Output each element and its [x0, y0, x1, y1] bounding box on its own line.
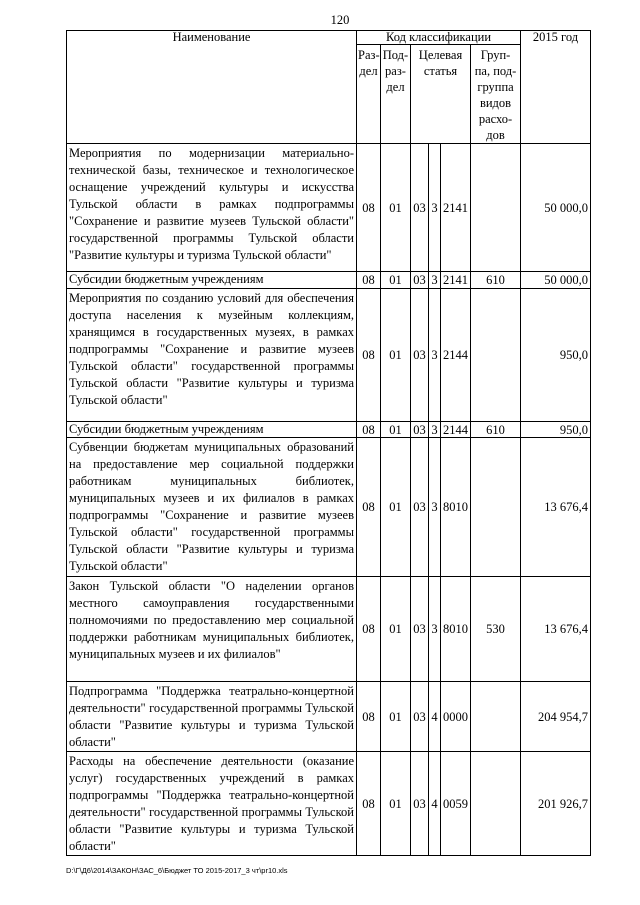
page-number: 120: [330, 13, 350, 27]
row-group: 610: [471, 422, 521, 438]
row-cs-subprogram: 3: [429, 422, 441, 438]
row-subsection: 01: [381, 682, 411, 752]
row-cs-program: 03: [411, 144, 429, 272]
row-cs-code: 2144: [441, 422, 471, 438]
file-path-footer: D:\Г\Д6\2014\ЗАКОН\ЗАС_6\Бюджет ТО 2015-2017_3 чт\pr10.xls: [66, 866, 288, 875]
row-cs-code: 2141: [441, 272, 471, 289]
row-cs-code: 2141: [441, 144, 471, 272]
table-row: [67, 752, 591, 856]
row-amount: 201 926,7: [521, 752, 591, 856]
row-amount: 13 676,4: [521, 438, 591, 577]
row-group: 610: [471, 272, 521, 289]
header-subsection: Под- раз- дел: [381, 45, 411, 144]
row-cs-program: 03: [411, 438, 429, 577]
row-section: 08: [357, 289, 381, 422]
row-name: Субвенции бюджетам муниципальных образований на предоставление мер социальной поддержки работникам муниципальных библиотек, муниципальных музеев и их филиалов в рамках подпрограммы "Сохранение и развитие музеев Тульской области" государственной программы Тульской области "Развитие культуры и туризма Тульской области": [67, 438, 357, 577]
header-name: Наименование: [67, 31, 357, 144]
row-cs-subprogram: 4: [429, 752, 441, 856]
row-subsection: 01: [381, 144, 411, 272]
row-subsection: 01: [381, 577, 411, 682]
table-row: [67, 144, 591, 272]
header-target-article: Целевая статья: [411, 45, 471, 144]
row-cs-program: 03: [411, 682, 429, 752]
row-group: [471, 144, 521, 272]
row-amount: 950,0: [521, 289, 591, 422]
table-row: [67, 577, 591, 682]
table-row: [67, 272, 591, 289]
row-cs-program: 03: [411, 272, 429, 289]
row-name: Субсидии бюджетным учреждениям: [67, 272, 357, 289]
table-row: [67, 438, 591, 577]
row-section: 08: [357, 438, 381, 577]
row-cs-subprogram: 3: [429, 272, 441, 289]
row-cs-code: 0000: [441, 682, 471, 752]
row-name: Расходы на обеспечение деятельности (оказание услуг) государственных учреждений в рамках подпрограммы "Поддержка театрально-концертной деятельности" государственной программы Тульской области "Развитие культуры и туризма Тульской области": [67, 752, 357, 856]
header-classification-code: Код классификации: [357, 31, 521, 45]
row-cs-code: 0059: [441, 752, 471, 856]
header-section: Раз- дел: [357, 45, 381, 144]
row-amount: 13 676,4: [521, 577, 591, 682]
row-cs-program: 03: [411, 577, 429, 682]
row-name: Подпрограмма "Поддержка театрально-концертной деятельности" государственной программы Тульской области "Развитие культуры и туризма Тульской области": [67, 682, 357, 752]
row-cs-subprogram: 4: [429, 682, 441, 752]
table-row: [67, 682, 591, 752]
row-name: Закон Тульской области "О наделении органов местного самоуправления государственными полномочиями по предоставлению мер социальной поддержки работникам муниципальных библиотек, муниципальных музеев и их филиалов": [67, 577, 357, 682]
table-row: [67, 422, 591, 438]
row-section: 08: [357, 144, 381, 272]
row-group: 530: [471, 577, 521, 682]
row-subsection: 01: [381, 438, 411, 577]
row-section: 08: [357, 422, 381, 438]
row-cs-subprogram: 3: [429, 438, 441, 577]
header-year: 2015 год: [521, 31, 591, 144]
header-expense-group: Груп- па, под- группа видов расхо- дов: [471, 45, 521, 144]
row-cs-code: 8010: [441, 577, 471, 682]
row-group: [471, 752, 521, 856]
row-amount: 950,0: [521, 422, 591, 438]
row-section: 08: [357, 682, 381, 752]
row-group: [471, 289, 521, 422]
row-amount: 50 000,0: [521, 144, 591, 272]
row-group: [471, 438, 521, 577]
row-cs-subprogram: 3: [429, 289, 441, 422]
row-cs-subprogram: 3: [429, 144, 441, 272]
row-subsection: 01: [381, 422, 411, 438]
header-row: [67, 31, 591, 45]
table-row: [67, 289, 591, 422]
row-cs-subprogram: 3: [429, 577, 441, 682]
row-subsection: 01: [381, 272, 411, 289]
budget-table: [66, 30, 591, 856]
row-section: 08: [357, 577, 381, 682]
row-amount: 204 954,7: [521, 682, 591, 752]
row-cs-code: 2144: [441, 289, 471, 422]
row-cs-code: 8010: [441, 438, 471, 577]
row-subsection: 01: [381, 752, 411, 856]
row-section: 08: [357, 752, 381, 856]
row-cs-program: 03: [411, 422, 429, 438]
row-cs-program: 03: [411, 752, 429, 856]
row-section: 08: [357, 272, 381, 289]
row-amount: 50 000,0: [521, 272, 591, 289]
row-group: [471, 682, 521, 752]
row-subsection: 01: [381, 289, 411, 422]
row-name: Субсидии бюджетным учреждениям: [67, 422, 357, 438]
row-name: Мероприятия по модернизации материально-технической базы, техническое и технологическое оснащение учреждений культуры и искусства Тульской области в рамках подпрограммы "Сохранение и развитие музеев Тульской области" государственной программы Тульской области "Развитие культуры и туризма Тульской области": [67, 144, 357, 272]
row-cs-program: 03: [411, 289, 429, 422]
row-name: Мероприятия по созданию условий для обеспечения доступа населения к музейным коллекциям, хранящимся в государственных музеях, в рамках подпрограммы "Сохранение и развитие музеев Тульской области" государственной программы Тульской области "Развитие культуры и туризма Тульской области": [67, 289, 357, 422]
